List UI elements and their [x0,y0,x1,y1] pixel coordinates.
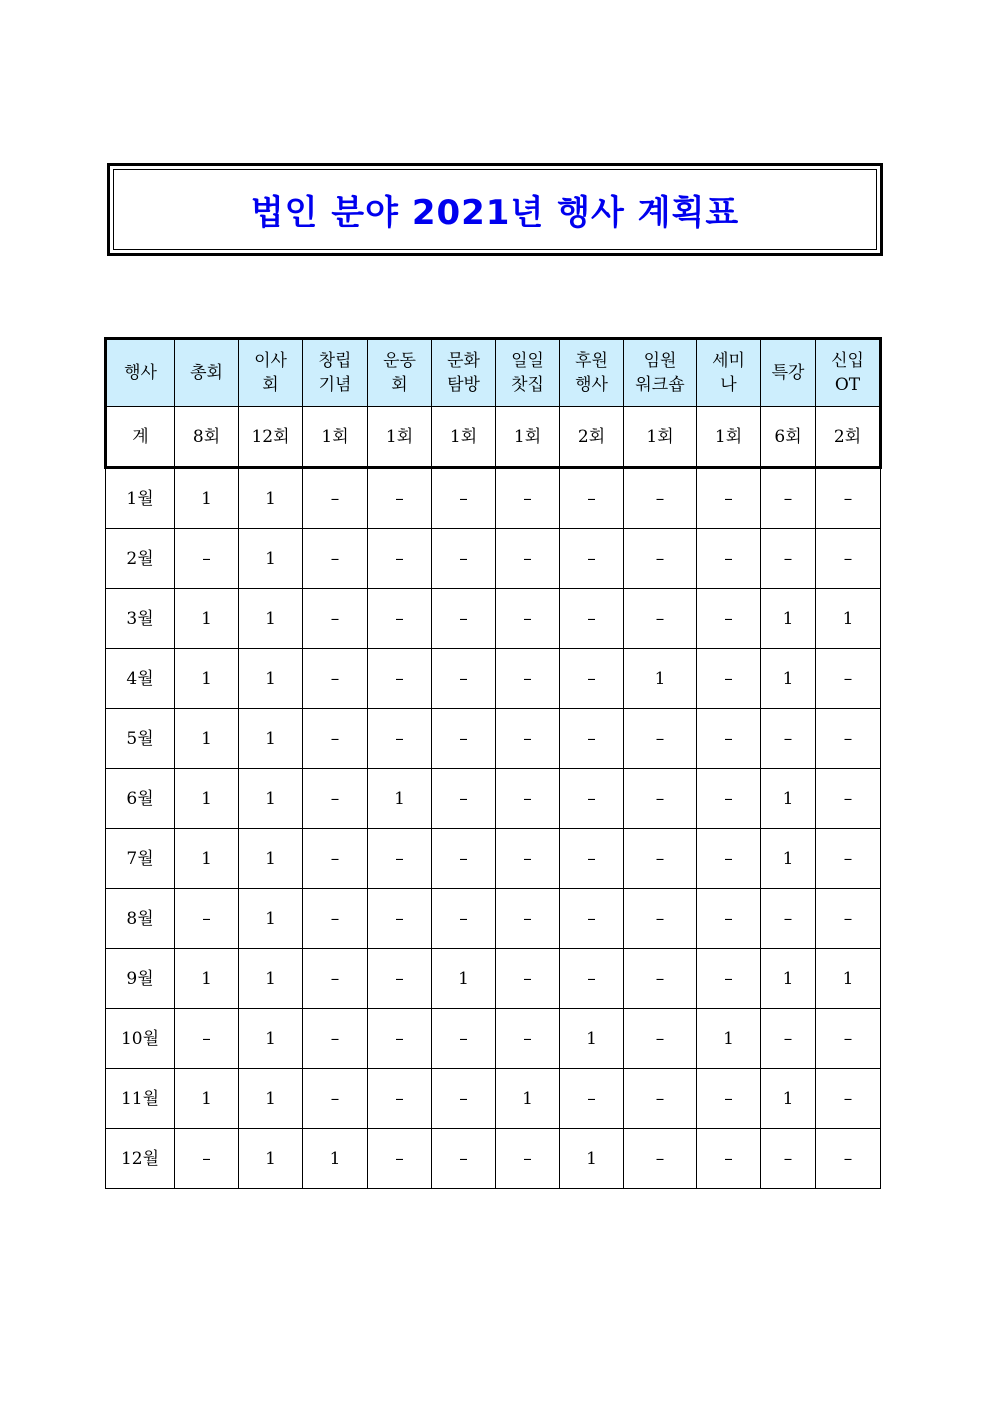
count-cell: – [175,1009,239,1069]
table-row [106,889,881,949]
totals-label: 계 [106,407,175,468]
header-label-line: 찻집 [511,375,544,395]
count-cell: – [560,949,624,1009]
count-cell: – [816,769,881,829]
count-cell: – [368,709,432,769]
count-cell: – [432,468,496,529]
month-label: 8월 [106,889,175,949]
table-row [106,709,881,769]
count-cell: – [303,1069,368,1129]
count-cell: – [496,709,560,769]
month-label: 1월 [106,468,175,529]
count-cell: – [560,649,624,709]
table-row [106,589,881,649]
count-cell: – [432,769,496,829]
count-cell: 1 [432,949,496,1009]
header-label-line: 일일 [511,351,544,371]
count-cell: – [560,769,624,829]
count-cell: 1 [175,769,239,829]
count-cell: – [560,709,624,769]
count-cell: – [368,1009,432,1069]
count-cell: – [432,709,496,769]
count-cell: – [368,829,432,889]
count-cell: – [816,468,881,529]
count-cell: – [175,529,239,589]
count-cell: – [761,468,816,529]
count-cell: 1 [761,829,816,889]
month-label: 11월 [106,1069,175,1129]
header-general-meeting [175,339,239,407]
count-cell: 1 [368,769,432,829]
header-label-line: 신입 [831,351,864,371]
totals-cell: 6회 [761,407,816,468]
header-label-line: 탐방 [447,375,480,395]
count-cell: 1 [761,1069,816,1129]
month-label: 5월 [106,709,175,769]
count-cell: 1 [175,589,239,649]
count-cell: – [496,889,560,949]
count-cell: – [816,1069,881,1129]
count-cell: – [432,649,496,709]
count-cell: – [697,468,761,529]
header-label-line: 행사 [124,363,157,383]
table-row [106,1129,881,1189]
count-cell: – [496,1129,560,1189]
count-cell: – [368,949,432,1009]
table-row [106,468,881,529]
header-founding-anniversary [303,339,368,407]
header-special-lecture [761,339,816,407]
count-cell: – [496,949,560,1009]
count-cell: – [175,1129,239,1189]
count-cell: – [368,649,432,709]
header-sports-day [368,339,432,407]
count-cell: – [624,769,697,829]
count-cell: 1 [239,589,303,649]
count-cell: – [368,468,432,529]
totals-cell: 1회 [368,407,432,468]
table-row [106,829,881,889]
count-cell: – [624,589,697,649]
count-cell: – [560,889,624,949]
count-cell: 1 [761,649,816,709]
count-cell: 1 [175,829,239,889]
header-culture-tour [432,339,496,407]
header-label-line: 워크숍 [635,375,685,395]
header-label-line: 운동 [383,351,416,371]
count-cell: 1 [175,649,239,709]
title-box [107,163,883,256]
count-cell: 1 [761,589,816,649]
totals-row [106,407,881,468]
count-cell: – [697,1129,761,1189]
header-home-visit [496,339,560,407]
month-label: 9월 [106,949,175,1009]
count-cell: – [761,1009,816,1069]
count-cell: – [761,889,816,949]
month-label: 7월 [106,829,175,889]
header-sponsor-event [560,339,624,407]
count-cell: 1 [761,769,816,829]
count-cell: – [816,709,881,769]
totals-cell: 1회 [697,407,761,468]
count-cell: – [432,889,496,949]
count-cell: 1 [239,1069,303,1129]
header-label-line: OT [834,375,861,395]
count-cell: – [624,1129,697,1189]
count-cell: – [175,889,239,949]
header-seminar [697,339,761,407]
count-cell: – [761,709,816,769]
count-cell: 1 [239,709,303,769]
count-cell: – [697,649,761,709]
count-cell: – [816,889,881,949]
header-label-line: 임원 [643,351,677,371]
count-cell: 1 [239,889,303,949]
count-cell: 1 [239,529,303,589]
count-cell: – [496,649,560,709]
header-event [106,339,175,407]
month-label: 4월 [106,649,175,709]
month-label: 6월 [106,769,175,829]
count-cell: – [697,529,761,589]
event-schedule-table [104,337,882,1189]
month-label: 10월 [106,1009,175,1069]
count-cell: – [560,468,624,529]
count-cell: – [303,529,368,589]
count-cell: 1 [761,949,816,1009]
count-cell: – [560,589,624,649]
count-cell: – [816,649,881,709]
count-cell: – [496,1009,560,1069]
header-label-line: 회 [262,375,279,395]
count-cell: – [303,468,368,529]
count-cell: – [816,829,881,889]
count-cell: – [624,709,697,769]
count-cell: 1 [239,1129,303,1189]
header-officer-workshop [624,339,697,407]
header-label-line: 세미 [712,351,745,371]
totals-cell: 1회 [303,407,368,468]
count-cell: – [496,468,560,529]
count-cell: – [303,769,368,829]
count-cell: – [303,829,368,889]
count-cell: – [697,589,761,649]
month-label: 3월 [106,589,175,649]
header-label-line: 문화 [447,351,480,371]
count-cell: – [697,769,761,829]
totals-cell: 1회 [496,407,560,468]
count-cell: – [496,529,560,589]
count-cell: 1 [175,468,239,529]
totals-cell: 12회 [239,407,303,468]
header-label-line: 총회 [190,363,223,383]
header-label-line: 이사 [254,351,287,371]
table-row [106,649,881,709]
count-cell: – [496,769,560,829]
count-cell: – [368,1069,432,1129]
count-cell: – [432,1009,496,1069]
count-cell: – [624,889,697,949]
count-cell: – [624,1009,697,1069]
count-cell: 1 [175,709,239,769]
totals-cell: 8회 [175,407,239,468]
count-cell: – [432,829,496,889]
count-cell: – [496,589,560,649]
count-cell: 1 [816,589,881,649]
count-cell: 1 [175,1069,239,1129]
table-body [106,339,881,1189]
month-label: 12월 [106,1129,175,1189]
page-title: 법인 분야 2021년 행사 계획표 [250,193,740,233]
count-cell: – [560,829,624,889]
header-board-meeting [239,339,303,407]
count-cell: – [368,529,432,589]
count-cell: 1 [239,468,303,529]
count-cell: – [697,949,761,1009]
count-cell: – [624,949,697,1009]
count-cell: 1 [496,1069,560,1129]
count-cell: – [697,1069,761,1129]
header-label-line: 나 [720,375,737,395]
count-cell: – [697,709,761,769]
count-cell: 1 [239,769,303,829]
count-cell: – [432,1129,496,1189]
count-cell: – [624,1069,697,1129]
count-cell: – [303,1009,368,1069]
count-cell: – [697,889,761,949]
count-cell: 1 [239,829,303,889]
header-label-line: 회 [391,375,408,395]
count-cell: 1 [239,949,303,1009]
count-cell: – [624,529,697,589]
table-row [106,1009,881,1069]
header-label-line: 후원 [575,351,608,371]
count-cell: – [697,829,761,889]
count-cell: – [432,1069,496,1129]
totals-cell: 2회 [816,407,881,468]
count-cell: – [432,589,496,649]
count-cell: – [303,649,368,709]
table-row [106,1069,881,1129]
title-inner-border [113,169,877,250]
count-cell: 1 [624,649,697,709]
count-cell: – [816,529,881,589]
count-cell: 1 [303,1129,368,1189]
count-cell: 1 [175,949,239,1009]
count-cell: – [761,1129,816,1189]
count-cell: 1 [239,1009,303,1069]
totals-cell: 1회 [624,407,697,468]
count-cell: – [303,589,368,649]
count-cell: – [761,529,816,589]
count-cell: – [560,1069,624,1129]
table-row [106,529,881,589]
table-row [106,949,881,1009]
count-cell: – [368,1129,432,1189]
count-cell: 1 [239,649,303,709]
count-cell: – [816,1129,881,1189]
month-label: 2월 [106,529,175,589]
count-cell: – [560,529,624,589]
count-cell: 1 [560,1009,624,1069]
header-label-line: 행사 [575,375,608,395]
count-cell: – [624,829,697,889]
totals-cell: 1회 [432,407,496,468]
count-cell: – [303,949,368,1009]
count-cell: – [496,829,560,889]
header-newcomer-ot [816,339,881,407]
header-label-line: 창립 [318,351,352,371]
count-cell: – [303,709,368,769]
table-row [106,769,881,829]
count-cell: – [303,889,368,949]
count-cell: – [816,1009,881,1069]
count-cell: – [432,529,496,589]
totals-cell: 2회 [560,407,624,468]
header-row [106,339,881,407]
count-cell: 1 [697,1009,761,1069]
count-cell: 1 [816,949,881,1009]
header-label-line: 기념 [318,375,352,395]
count-cell: – [624,468,697,529]
count-cell: – [368,589,432,649]
count-cell: – [368,889,432,949]
header-label-line: 특강 [771,363,805,383]
count-cell: 1 [560,1129,624,1189]
